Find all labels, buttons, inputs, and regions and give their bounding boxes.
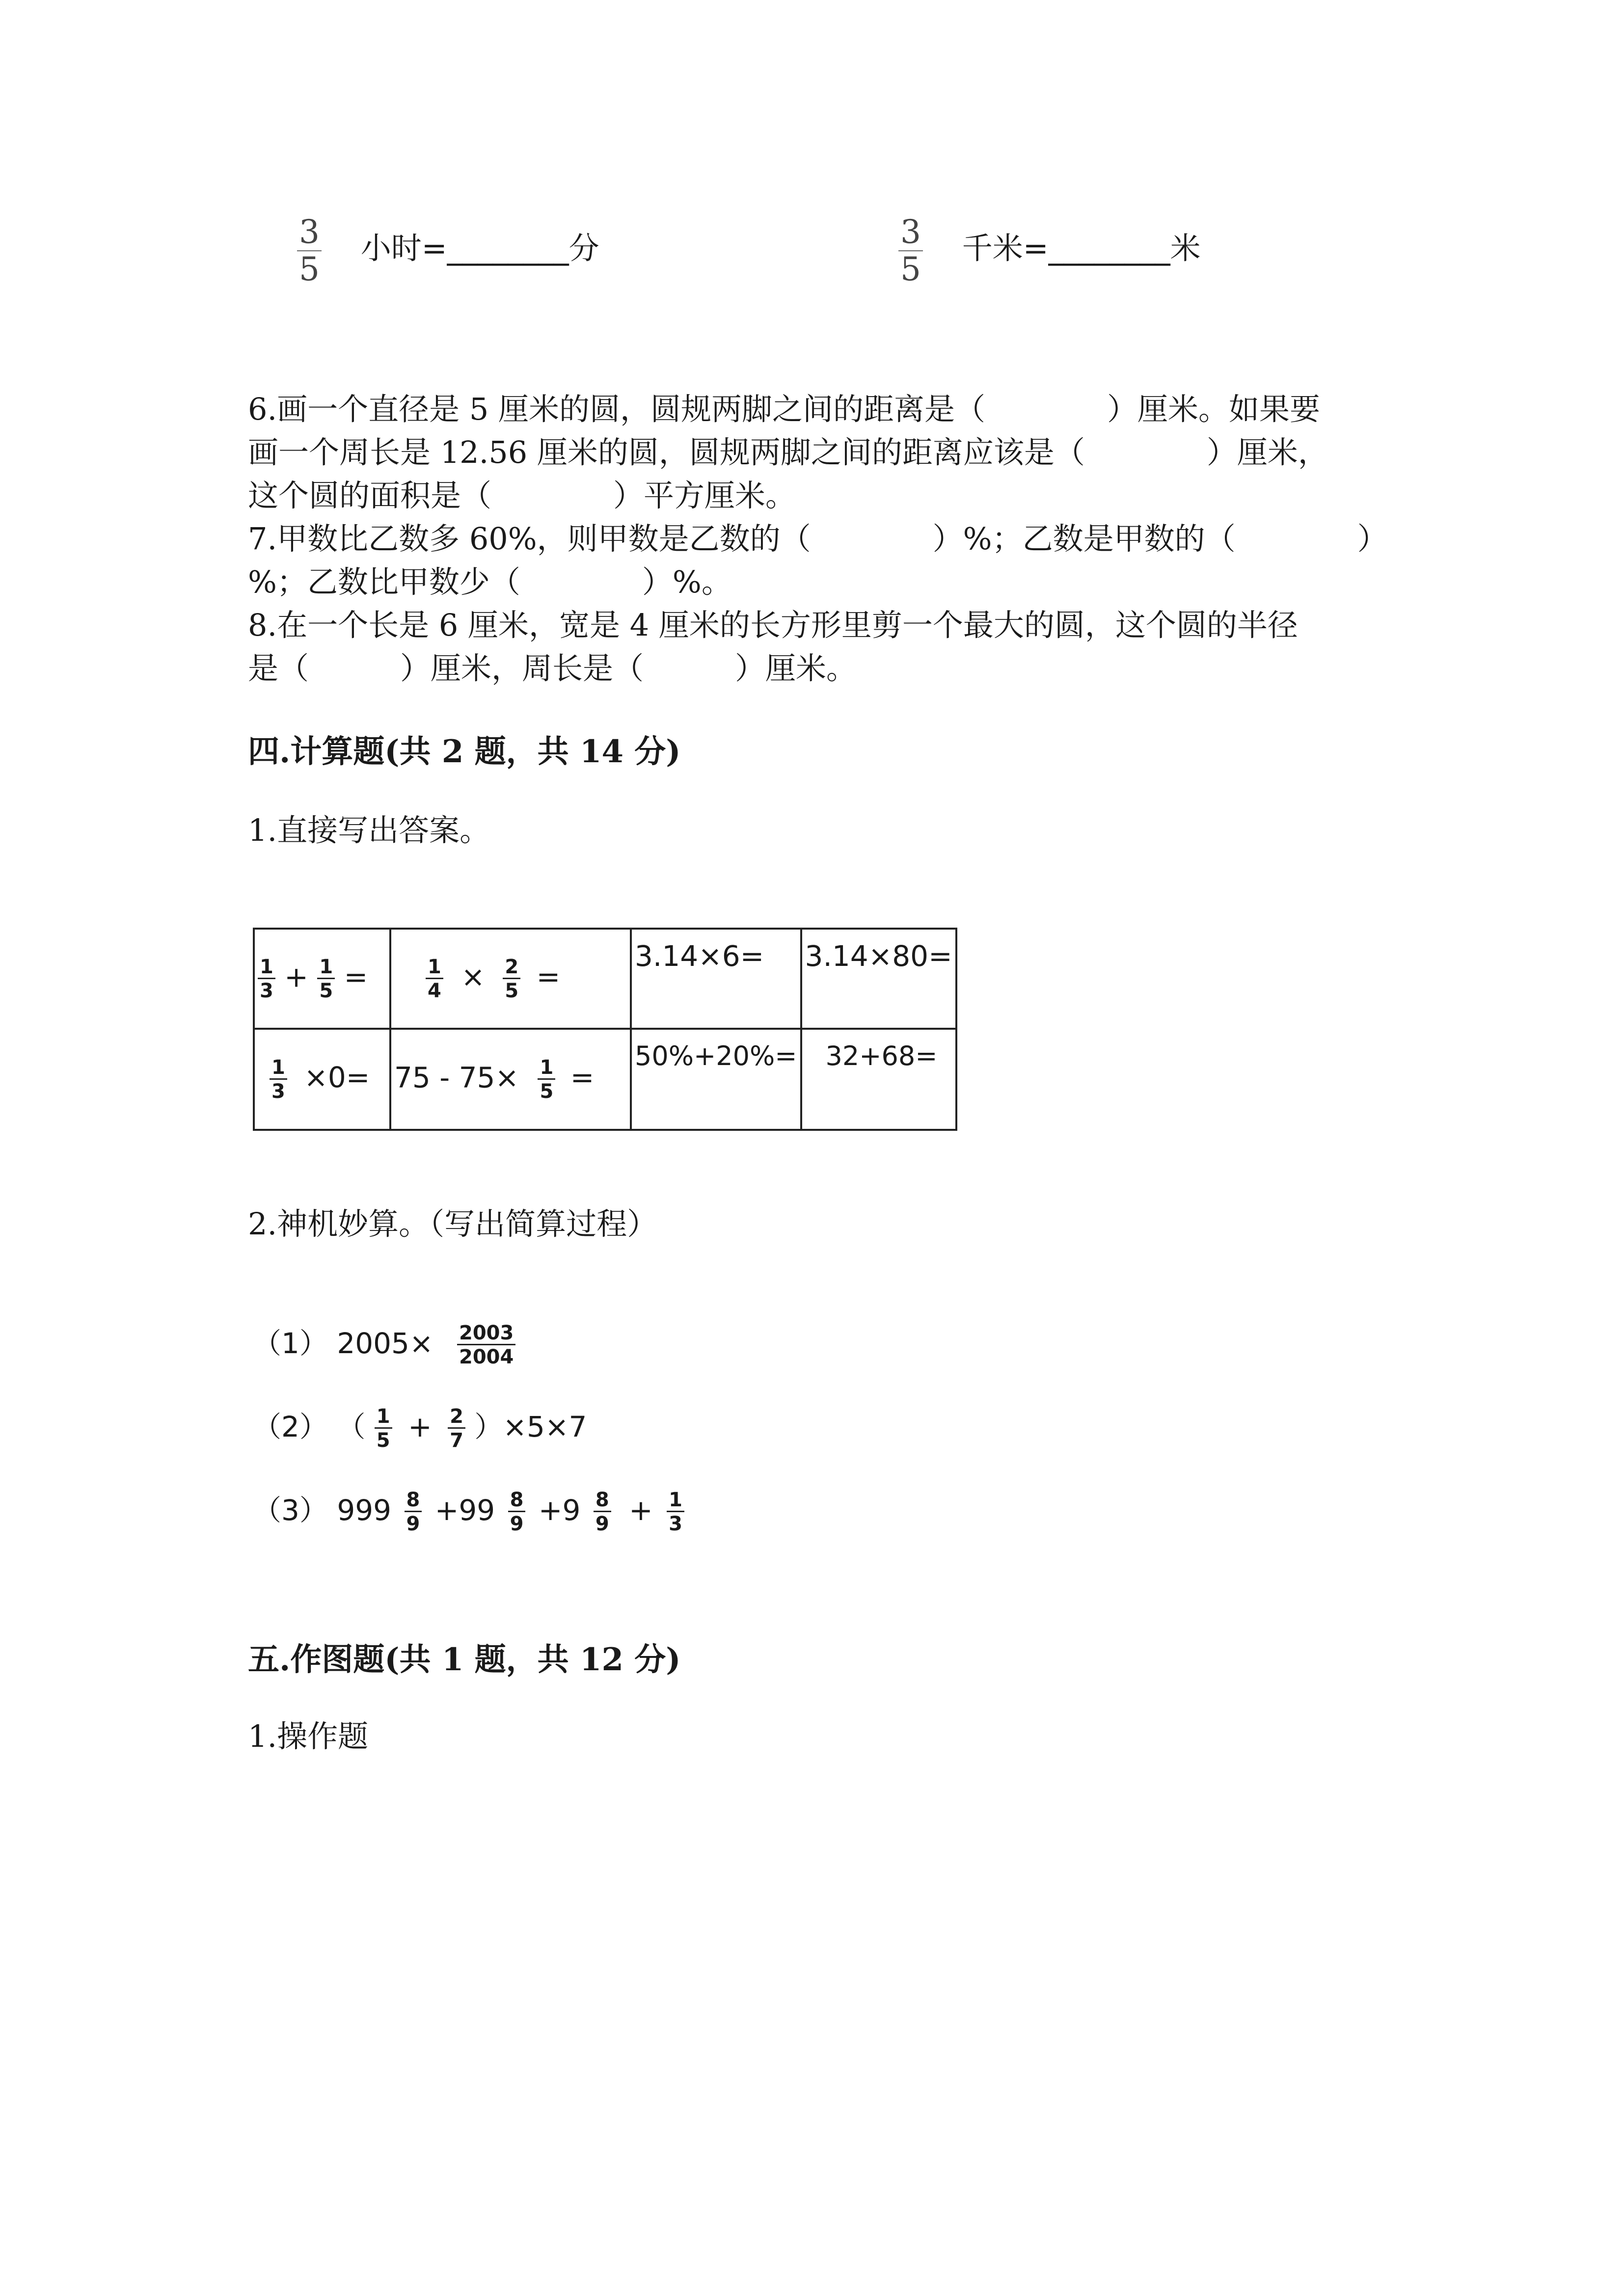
table-cell: $\frac{1}{4}$ × $\frac{2}{5}$ = xyxy=(390,929,631,1029)
conversion-hours: $\frac{3}{5}$ 小时=________分 xyxy=(297,216,599,286)
question-8-line-1: 8.在一个长是 6 厘米，宽是 4 厘米的长方形里剪一个最大的圆，这个圆的半径 xyxy=(248,607,1298,643)
conversion-km: $\frac{3}{5}$ 千米=________米 xyxy=(898,216,1201,286)
section-4-question-1: 1.直接写出答案。 xyxy=(248,812,490,848)
table-cell: 32+68= xyxy=(801,1029,956,1130)
question-7-line-1: 7.甲数比乙数多 60%，则甲数是乙数的（ ）%；乙数是甲数的（ ） xyxy=(248,521,1388,557)
question-7-line-2: %；乙数比甲数少（ ）%。 xyxy=(248,564,732,600)
question-6-line-2: 画一个周长是 12.56 厘米的圆，圆规两脚之间的距离应该是（ ）厘米， xyxy=(248,434,1328,470)
question-6-line-1: 6.画一个直径是 5 厘米的圆，圆规两脚之间的距离是（ ）厘米。如果要 xyxy=(248,391,1321,427)
table-cell: 3.14×80= xyxy=(801,929,956,1029)
section-5-question-1: 1.操作题 xyxy=(248,1718,369,1754)
table-cell: 50%+20%= xyxy=(631,1029,801,1130)
table-cell: $\frac{1}{3}$ ×0= xyxy=(254,1029,390,1130)
calc-item-3: （3） 999 $\frac{8}{9}$ +99 $\frac{8}{9}$ +9 $\frac{8}{9}$ + $\frac{1}{3}$ xyxy=(253,1487,684,1534)
section-5-heading: 五.作图题(共 1 题，共 12 分) xyxy=(248,1641,681,1678)
fraction: $\frac{3}{5}$ xyxy=(297,216,322,286)
table-cell: 75 - 75× $\frac{1}{5}$ = xyxy=(390,1029,631,1130)
question-8-line-2: 是（ ）厘米，周长是（ ）厘米。 xyxy=(248,650,857,686)
table-cell: $\frac{1}{3}$ + $\frac{1}{5}$ = xyxy=(254,929,390,1029)
section-4-heading: 四.计算题(共 2 题，共 14 分) xyxy=(248,733,681,770)
calc-item-1: （1） 2005× $\frac{2003}{2004}$ xyxy=(253,1320,515,1367)
table-cell: 3.14×6= xyxy=(631,929,801,1029)
fraction: $\frac{3}{5}$ xyxy=(898,216,923,286)
section-4-question-2: 2.神机妙算。（写出简算过程） xyxy=(248,1206,658,1242)
question-6-line-3: 这个圆的面积是（ ）平方厘米。 xyxy=(248,478,796,513)
table-row xyxy=(254,929,956,1029)
table-row xyxy=(254,1029,956,1130)
calculation-table xyxy=(253,928,957,1131)
calc-item-2: （2） （ $\frac{1}{5}$ + $\frac{2}{7}$ ）×5×7 xyxy=(253,1405,587,1452)
